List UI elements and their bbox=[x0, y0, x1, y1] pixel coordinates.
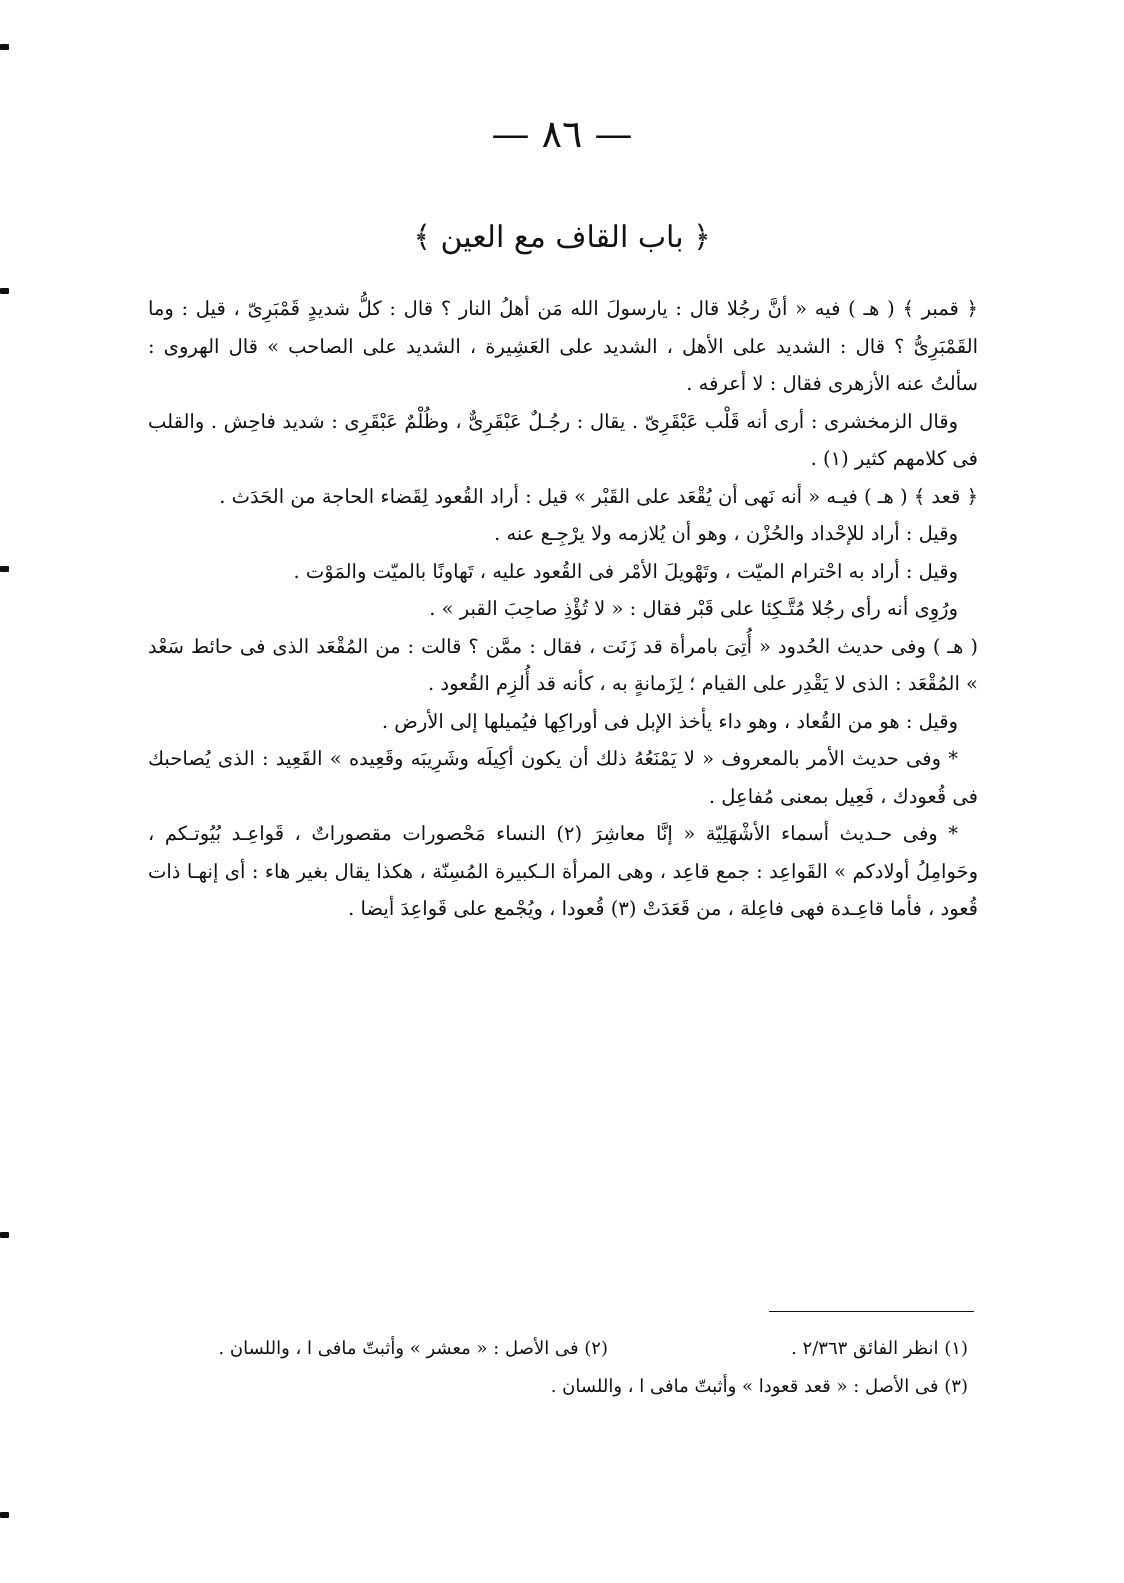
scan-edge-mark bbox=[0, 1512, 9, 1518]
paragraph-ihtiram: وقيل : أراد به احْترام الميّت ، وتَهْويلَ الأمْر فى القُعود عليه ، تَهاونًا بالميّت والمَوْت . bbox=[293, 559, 958, 583]
paragraph-amr-maruf: * وفى حديث الأمر بالمعروف « لا يَمْنَعُهُ ذلك أن يكون أكِيلَه وشَرِيبَه وقَعِيده » القَعِيد : الذى يُصاحبك فى قُعودك ، فَعِيل بمعنى مُفاعِل . bbox=[148, 747, 978, 808]
paragraph-qaad: ﴿ قعد ﴾ ( هـ ) فيـه « أنه نَهى أن يُقْعَد على القَبْر » قيل : أراد القُعود لِقَضاء الحاجة من الحَدَث . bbox=[219, 484, 978, 508]
footnote-3: (٣) فى الأصل : « قعد قعودا » وأثبتّ مافى ا ، واللسان . bbox=[550, 1376, 968, 1397]
paragraph-ihdad: وقيل : أراد للإحْداد والحُزْن ، وهو أن يُلازمه ولا يرْجِـع عنه . bbox=[494, 522, 958, 545]
footnote-row bbox=[148, 1330, 978, 1368]
scan-edge-mark bbox=[0, 1232, 9, 1238]
footnote-row bbox=[148, 1368, 978, 1406]
scan-edge-mark bbox=[0, 44, 9, 50]
footnote-2: (٢) فى الأصل : « معشر » وأثبتّ مافى ا ، واللسان . bbox=[218, 1338, 608, 1359]
footnotes bbox=[148, 1330, 978, 1406]
footnote-1: (١) انظر الفائق ٢/٣٦٣ . bbox=[791, 1338, 968, 1359]
footnote-divider bbox=[769, 1311, 974, 1312]
body-text bbox=[148, 290, 978, 928]
paragraph-quaad: وقيل : هو من القُعاد ، وهو داء يأخذ الإبل فى أوراكِها فيُميلها إلى الأرض . bbox=[381, 709, 958, 733]
paragraph-ruwiya: ورُوِى أنه رأى رجُلا مُتَّـكِئا على قَبْر فقال : « لا تُؤْذِ صاحِبَ القبر » . bbox=[429, 597, 958, 620]
paragraph-hudud: ( هـ ) وفى حديث الحُدود « أُتِىَ بامرأة قد زَنَت ، فقال : ممَّن ؟ قالت : من المُقْعَد الذى فى حائط سَعْد » المُقْعَد : الذى لا يَقْدِر على القيام ؛ لِزَمانةٍ به ، كأنه قد أُلزِم القُعود . bbox=[148, 634, 978, 695]
scan-edge-mark bbox=[0, 288, 9, 294]
paragraph-asma: * وفى حـديث أسماء الأشْهَلِيّة « إنَّا معاشِرَ (٢) النساء مَحْصورات مقصوراتٌ ، قَواعِـد بُيُوتـكم ، وحَوامِلُ أولادكم » القَواعِد : جمع قاعِد ، وهى المرأة الـكبيرة المُسِنّة ، هكذا يقال بغير هاء : أى إنهـا ذات قُعود ، فأما قاعِـدة فهى فاعِلة ، من قَعَدَتْ (٣) قُعودا ، ويُجْمع على قَواعِدَ أيضا . bbox=[148, 822, 978, 920]
page-number: — ٨٦ — bbox=[491, 112, 633, 156]
paragraph-zamakhshari: وقال الزمخشرى : أرى أنه قَلْب عَبْقَرِىّ . يقال : رجُـلٌ عَبْقَرِىٌّ ، وظُلْمٌ عَبْقَرِى : شديد فاحِش . والقلب فى كلامهم كثير (١) . bbox=[148, 409, 978, 470]
scan-edge-mark bbox=[0, 566, 9, 572]
paragraph-qambar: ﴿ قمبر ﴾ ( هـ ) فيه « أنَّ رجُلا قال : يارسولَ الله مَن أهلُ النار ؟ قال : كلُّ شديدٍ قَمْبَرِىّ ، قيل : وما القَمْبَرِىُّ ؟ قال : الشديد على الأهل ، الشديد على العَشِيرة ، الشديد على الصاحب » قال الهروى : سألتُ عنه الأزهرى فقال : لا أعرفه . bbox=[148, 297, 978, 395]
chapter-title: ﴿ باب القاف مع العين ﴾ bbox=[413, 220, 711, 255]
